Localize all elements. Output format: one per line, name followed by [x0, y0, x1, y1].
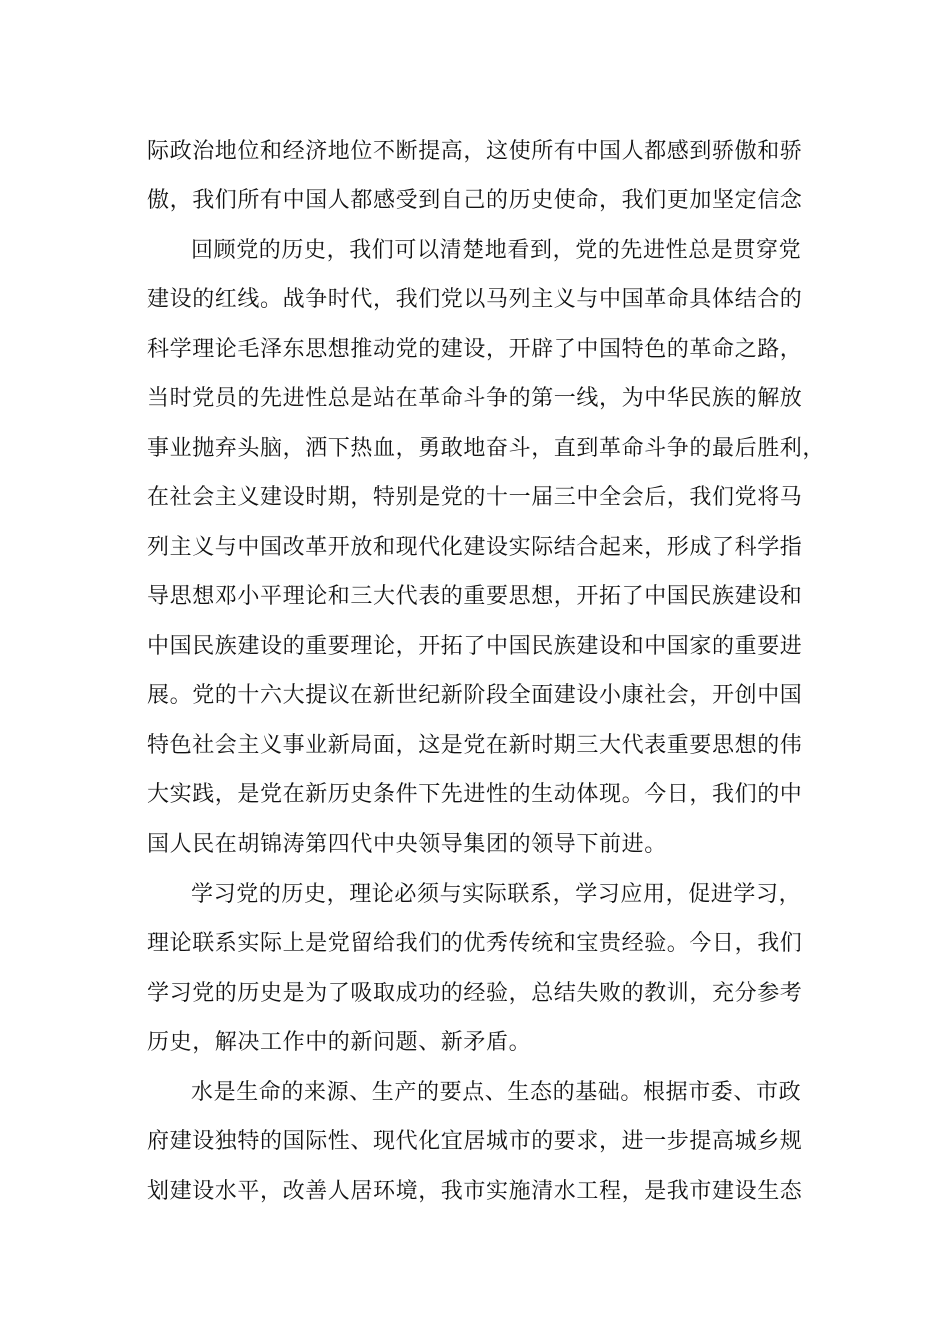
- text-line: 特色社会主义事业新局面，这是党在新时期三大代表重要思想的伟: [147, 733, 803, 758]
- text-line: 列主义与中国改革开放和现代化建设实际结合起来，形成了科学指: [147, 535, 803, 560]
- text-line: 导思想邓小平理论和三大代表的重要思想，开拓了中国民族建设和: [147, 584, 803, 609]
- text-line: 当时党员的先进性总是站在革命斗争的第一线，为中华民族的解放: [147, 386, 803, 411]
- text-line: 在社会主义建设时期，特别是党的十一届三中全会后，我们党将马: [147, 485, 803, 510]
- paragraph-first-line: 回顾党的历史，我们可以清楚地看到，党的先进性总是贯穿党: [191, 238, 802, 263]
- text-line: 划建设水平，改善人居环境，我市实施清水工程，是我市建设生态: [147, 1179, 803, 1204]
- paragraph-first-line: 水是生命的来源、生产的要点、生态的基础。根据市委、市政: [191, 1080, 802, 1105]
- text-line: 傲，我们所有中国人都感受到自己的历史使命，我们更加坚定信念: [147, 188, 803, 213]
- paragraph-first-line: 学习党的历史，理论必须与实际联系，学习应用，促进学习，: [191, 882, 802, 907]
- text-line: 理论联系实际上是党留给我们的优秀传统和宝贵经验。今日，我们: [147, 931, 803, 956]
- text-line: 国人民在胡锦涛第四代中央领导集团的领导下前进。: [147, 832, 667, 857]
- text-line: 大实践，是党在新历史条件下先进性的生动体现。今日，我们的中: [147, 782, 803, 807]
- text-line: 展。党的十六大提议在新世纪新阶段全面建设小康社会，开创中国: [147, 683, 803, 708]
- text-line: 历史，解决工作中的新问题、新矛盾。: [147, 1030, 532, 1055]
- text-line: 建设的红线。战争时代，我们党以马列主义与中国革命具体结合的: [147, 287, 803, 312]
- text-line: 中国民族建设的重要理论，开拓了中国民族建设和中国家的重要进: [147, 634, 803, 659]
- text-line: 科学理论毛泽东思想推动党的建设，开辟了中国特色的革命之路，: [147, 337, 803, 362]
- text-line: 学习党的历史是为了吸取成功的经验，总结失败的教训，充分参考: [147, 981, 803, 1006]
- text-line: 府建设独特的国际性、现代化宜居城市的要求，进一步提高城乡规: [147, 1129, 803, 1154]
- text-line: 事业抛弃头脑，洒下热血，勇敢地奋斗，直到革命斗争的最后胜利，: [147, 436, 826, 461]
- text-line: 际政治地位和经济地位不断提高，这使所有中国人都感到骄傲和骄: [147, 139, 803, 164]
